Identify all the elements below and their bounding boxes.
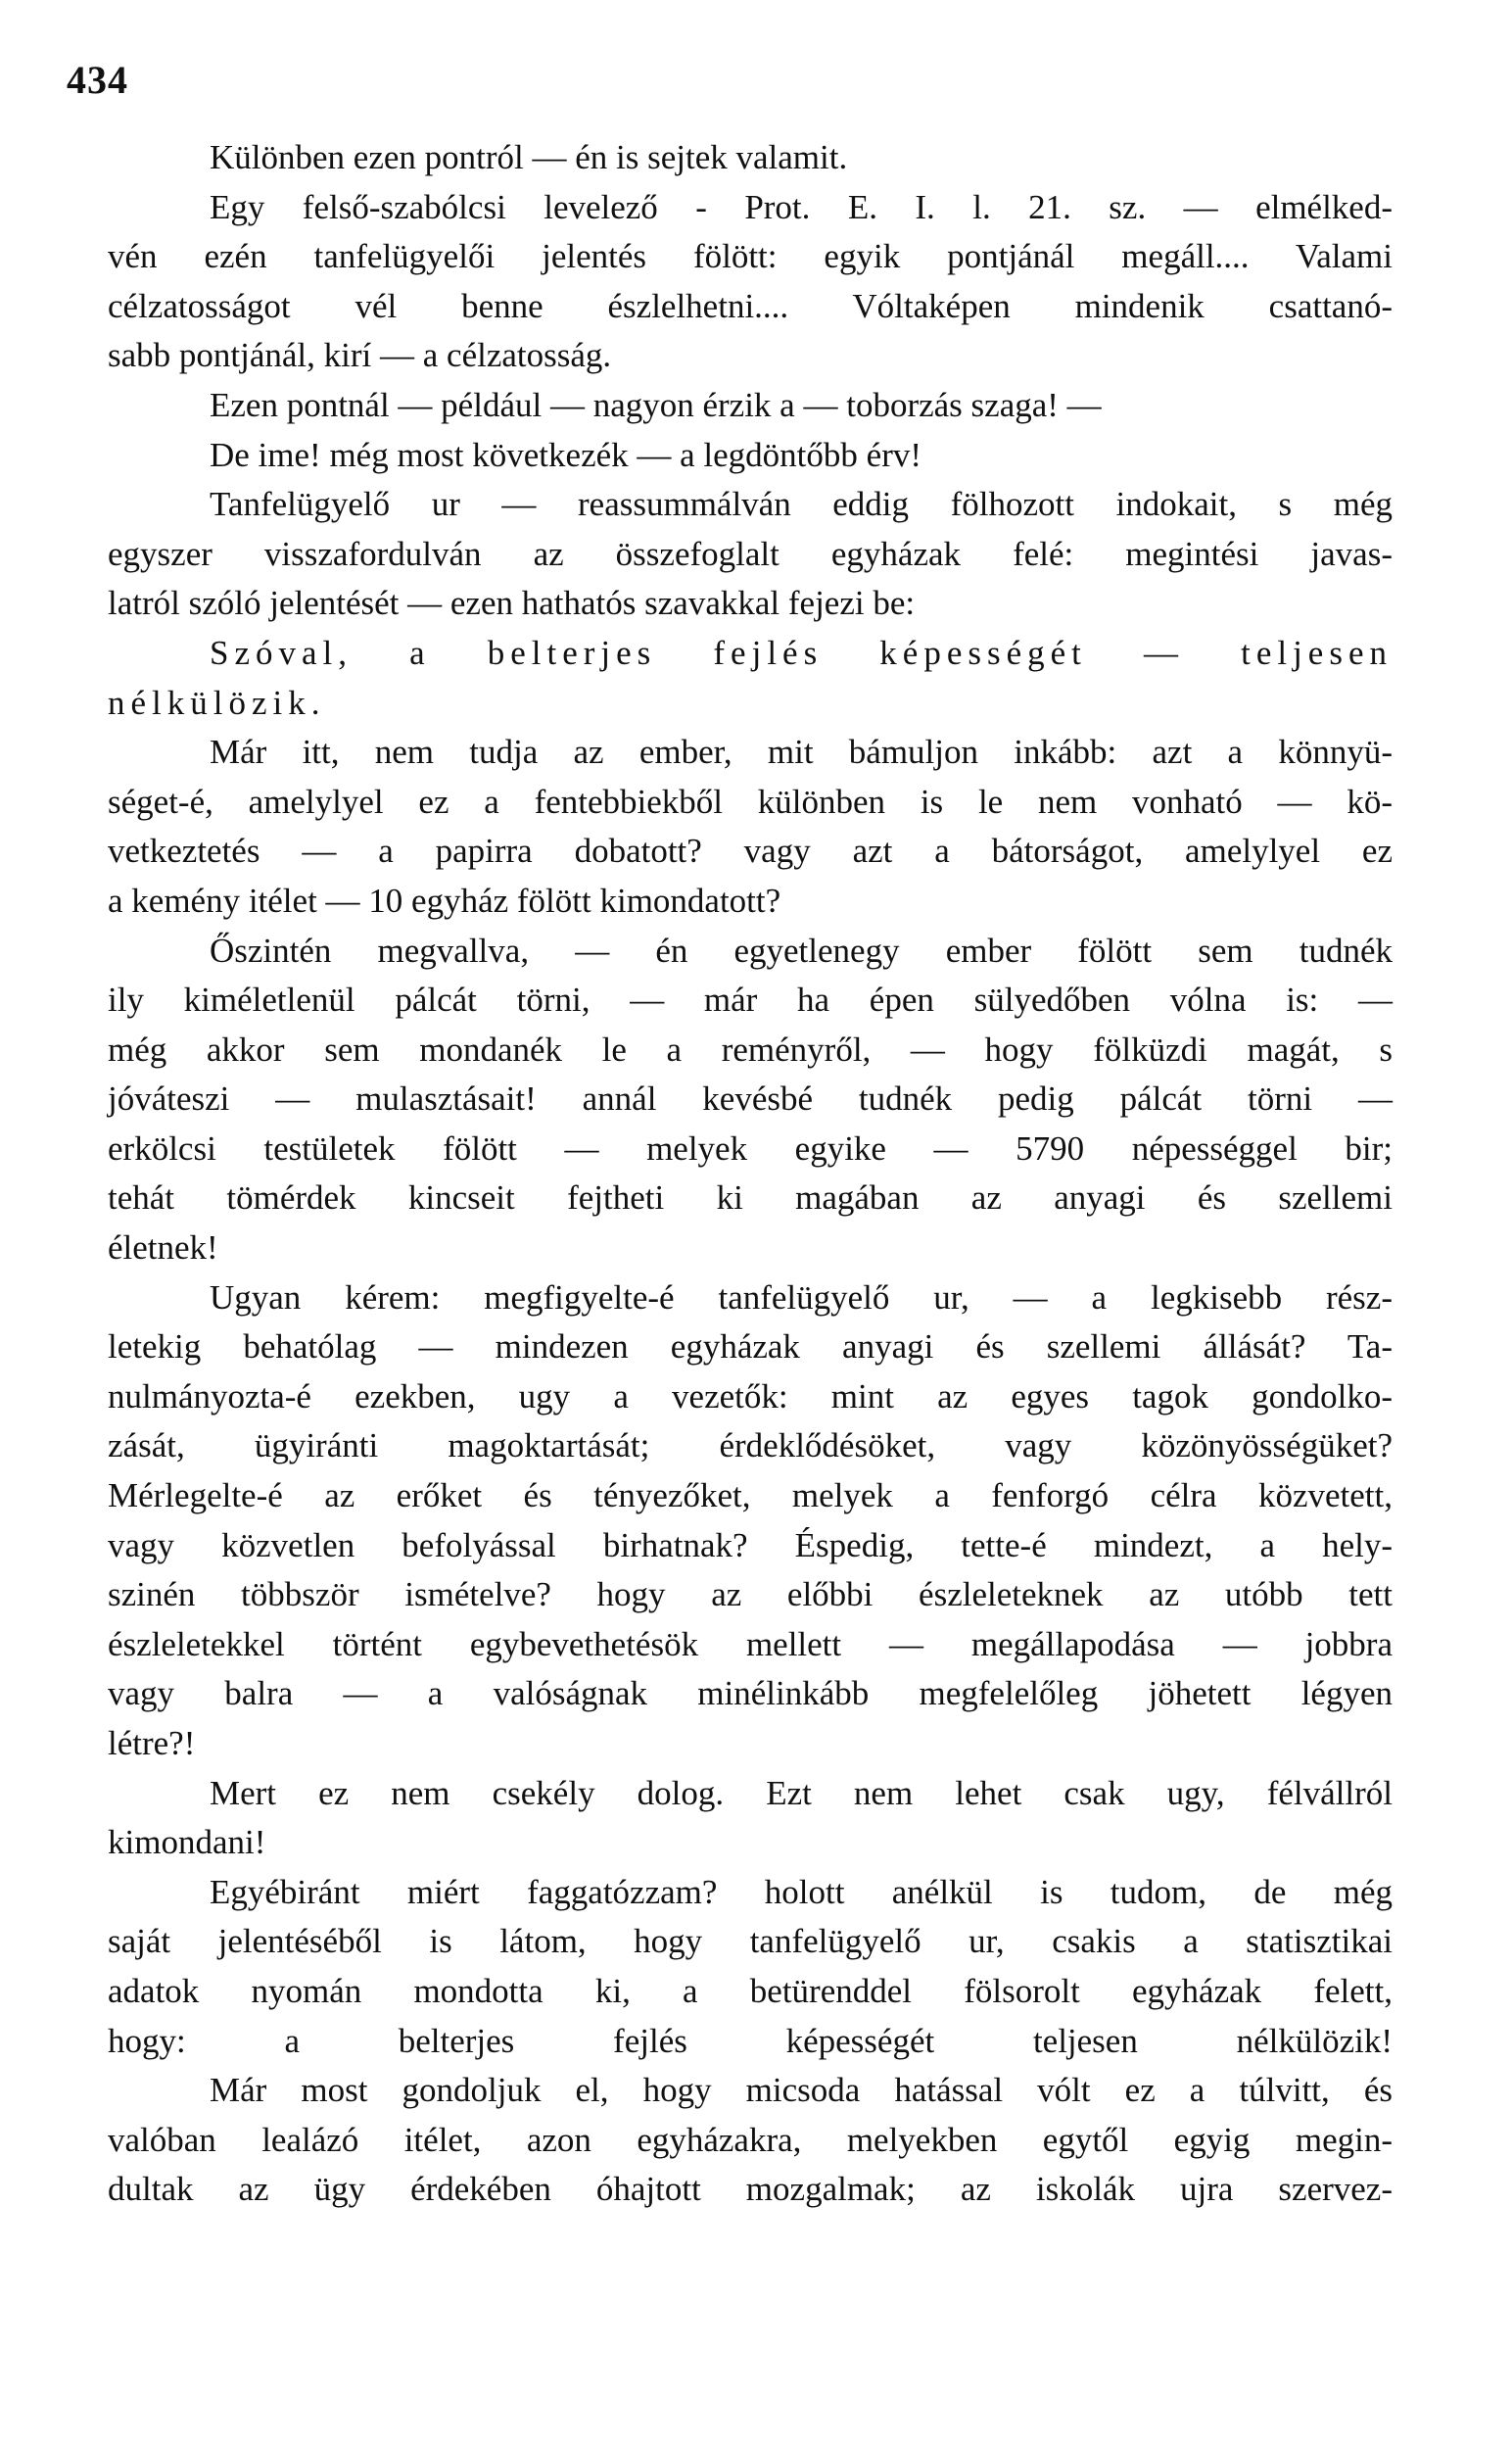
text-line: Mert ez nem csekély dolog. Ezt nem lehet csak ugy, félvállról [210,1773,1393,1812]
text-line: célzatosságot vél benne észlelhetni.... Vóltaképen mindenik csattanó- [108,286,1393,325]
text-line: egyszer visszafordulván az összefoglalt egyházak felé: megintési javas- [108,534,1393,573]
text-line: Tanfelügyelő ur — reassummálván eddig fölhozott indokait, s még [210,485,1393,524]
text-line: nulmányozta-é ezekben, ugy a vezetők: mint az egyes tagok gondolko- [108,1376,1393,1415]
text-line: kimondani! [108,1823,266,1862]
text-line: a kemény itélet — 10 egyház fölött kimondatott? [108,881,781,920]
text-line: Mérlegelte-é az erőket és tényezőket, melyek a fenforgó célra közvetett, [108,1476,1393,1515]
text-line: adatok nyomán mondotta ki, a betürenddel fölsorolt egyházak felett, [108,1971,1393,2010]
text-line: vetkeztetés — a papirra dobatott? vagy azt a bátorságot, amelylyel ez [108,832,1393,871]
text-line: Őszintén megvallva, — én egyetlenegy ember fölött sem tudnék [210,931,1393,970]
text-line: Egyébiránt miért faggatózzam? holott anélkül is tudom, de még [210,1872,1393,1911]
text-line: saját jelentéséből is látom, hogy tanfelügyelő ur, csakis a statisztikai [108,1922,1393,1961]
text-line: jóváteszi — mulasztásait! annál kevésbé tudnék pedig pálcát törni — [108,1079,1393,1119]
text-line: Ezen pontnál — például — nagyon érzik a — toborzás szaga! — [210,385,1102,424]
text-line: Már most gondoljuk el, hogy micsoda hatással vólt ez a túlvitt, és [210,2071,1393,2110]
text-line: vagy balra — a valóságnak minélinkább megfelelőleg jöhetett légyen [108,1674,1393,1713]
text-line: De ime! még most következék — a legdöntőbb érv! [210,435,922,474]
text-line: hogy: a belterjes fejlés képességét teljesen nélkülözik! [108,2021,1393,2060]
text-line: latról szóló jelentését — ezen hathatós szavakkal fejezi be: [108,584,916,623]
text-line: tehát tömérdek kincseit fejtheti ki magában az anyagi és szellemi [108,1178,1393,1218]
text-line: Egy felső-szabólcsi levelező - Prot. E. I. l. 21. sz. — elmélked- [210,187,1393,226]
text-line: Ugyan kérem: megfigyelte-é tanfelügyelő ur, — a legkisebb rész- [210,1277,1393,1317]
text-line: észleletekkel történt egybevethetésök mellett — megállapodása — jobbra [108,1624,1393,1663]
text-line: életnek! [108,1228,218,1268]
text-line: letekig behatólag — mindezen egyházak anyagi és szellemi állását? Ta- [108,1327,1393,1367]
text-line: létre?! [108,1724,196,1762]
text-line: vén ezén tanfelügyelői jelentés fölött: egyik pontjánál megáll.... Valami [108,237,1393,276]
text-line: erkölcsi testületek fölött — melyek egyike — 5790 népességgel bir; [108,1128,1393,1168]
text-line: nélkülözik. [108,683,326,722]
text-line: még akkor sem mondanék le a reményről, — hogy fölküzdi magát, s [108,1030,1393,1069]
text-line: dultak az ügy érdekében óhajtott mozgalmak; az iskolák ujra szervez- [108,2170,1393,2209]
text-line: sabb pontjánál, kirí — a célzatosság. [108,336,612,375]
text-line: valóban lealázó itélet, azon egyházakra, melyekben egytől egyig megin- [108,2120,1393,2159]
text-line: séget-é, amelylyel ez a fentebbiekből különben is le nem vonható — kö- [108,782,1393,821]
text-line: szinén többször ismételve? hogy az előbbi észleleteknek az utóbb tett [108,1575,1393,1614]
body-text [108,133,1393,2215]
text-line: Szóval, a belterjes fejlés képességét — teljesen [210,633,1393,672]
page-number: 434 [67,58,128,102]
text-line: Már itt, nem tudja az ember, mit bámuljon inkább: azt a könnyü- [210,733,1393,772]
text-line: Különben ezen pontról — én is sejtek valamit. [210,138,848,176]
text-line: ily kiméletlenül pálcát törni, — már ha épen sülyedőben vólna is: — [108,981,1393,1020]
text-line: zását, ügyiránti magoktartását; érdeklődésöket, vagy közönyösségüket? [108,1426,1393,1465]
text-line: vagy közvetlen befolyással birhatnak? Éspedig, tette-é mindezt, a hely- [108,1525,1393,1564]
